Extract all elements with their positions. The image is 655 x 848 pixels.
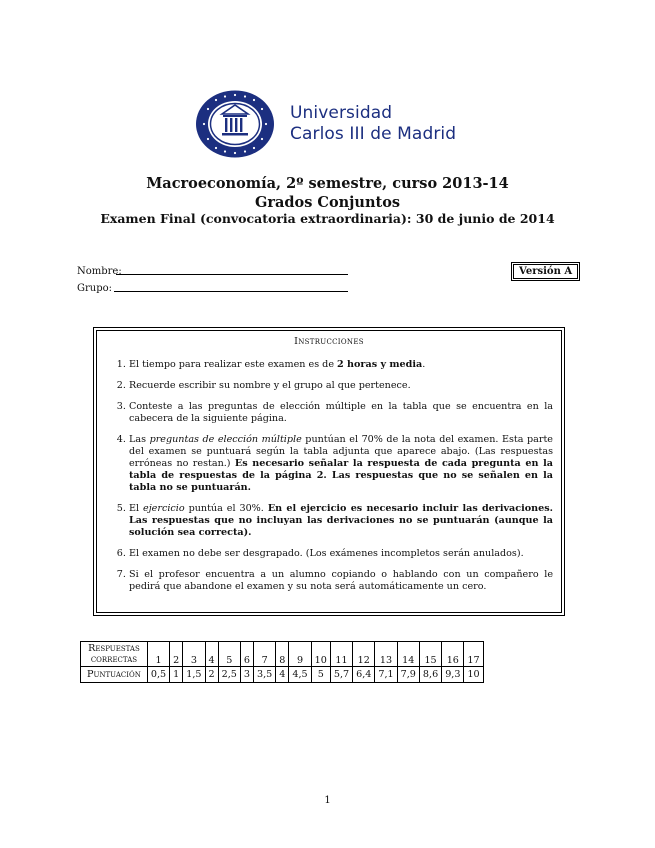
instruction-text: Recuerde escribir su nombre y el grupo al que pertenece. <box>129 380 411 391</box>
correct-count-cell: 3 <box>183 642 205 667</box>
name-label: Nombre: <box>77 266 122 277</box>
points-cell: 4,5 <box>289 667 311 683</box>
instruction-text: 2 horas y media <box>337 359 423 370</box>
points-cell: 1,5 <box>183 667 205 683</box>
points-cell: 1 <box>170 667 183 683</box>
points-cell: 0,5 <box>147 667 169 683</box>
instruction-text: El <box>129 503 144 514</box>
correct-count-cell: 1 <box>147 642 169 667</box>
instruction-text: El examen no debe ser desgrapado. (Los exámenes incompletos serán anulados). <box>129 548 524 559</box>
instruction-item <box>129 548 553 560</box>
instruction-text: En el ejercicio es necesario incluir las derivaciones. Las respuestas que no incluyan las derivaciones no se puntuarán (aunque la solución sea correcta). <box>129 503 553 538</box>
instruction-item <box>129 569 553 593</box>
correct-count-cell: 11 <box>330 642 352 667</box>
correct-count-cell: 8 <box>276 642 289 667</box>
points-cell: 9,3 <box>442 667 464 683</box>
instruction-text: ejercicio <box>143 503 185 514</box>
points-cell: 2,5 <box>218 667 240 683</box>
points-cell: 4 <box>276 667 289 683</box>
score-table <box>80 641 484 683</box>
correct-count-cell: 10 <box>311 642 330 667</box>
instruction-item <box>129 503 553 539</box>
instruction-text: Las <box>129 434 150 445</box>
points-cell: 5,7 <box>330 667 352 683</box>
correct-count-cell: 6 <box>240 642 253 667</box>
university-seal-logo <box>194 89 276 159</box>
university-name-line2: Carlos III de Madrid <box>290 124 457 144</box>
correct-count-cell: 16 <box>442 642 464 667</box>
points-cell: 7,1 <box>375 667 397 683</box>
points-cell: 3,5 <box>254 667 276 683</box>
version-label: Versión A <box>513 264 578 279</box>
correct-count-cell: 9 <box>289 642 311 667</box>
correct-count-cell: 12 <box>353 642 375 667</box>
instruction-text: preguntas de elección múltiple <box>149 434 302 445</box>
correct-answers-header <box>81 642 148 667</box>
group-line[interactable] <box>114 291 348 292</box>
points-cell: 10 <box>464 667 483 683</box>
degree-title: Grados Conjuntos <box>254 194 401 211</box>
points-cell: 7,9 <box>397 667 419 683</box>
points-cell: 8,6 <box>419 667 441 683</box>
instruction-text: puntúan el 70% de la nota del examen. Esta parte del examen se puntuará según la tabla adjunta que aparece abajo. (Las respuestas erróneas no restan.) <box>129 434 553 469</box>
instruction-text: Si el profesor encuentra a un alumno copiando o hablando con un compañero le pedirá que abandone el examen y su nota será automáticamente un cero. <box>129 569 553 592</box>
version-box <box>511 262 580 281</box>
instructions-title: Instrucciones <box>294 336 364 347</box>
group-label: Grupo: <box>77 283 112 294</box>
exam-title: Examen Final (convocatoria extraordinaria): 30 de junio de 2014 <box>100 211 555 226</box>
name-field <box>77 266 122 277</box>
correct-answers-header-line2: correctas <box>90 654 138 665</box>
instructions-box <box>93 327 565 616</box>
correct-count-cell: 15 <box>419 642 441 667</box>
instructions-list <box>113 359 553 602</box>
points-row <box>81 667 484 683</box>
university-name <box>290 103 456 145</box>
points-cell: 6,4 <box>353 667 375 683</box>
university-name-line1: Universidad <box>290 103 393 123</box>
instruction-item <box>129 434 553 494</box>
instruction-item <box>129 380 553 392</box>
correct-count-cell: 5 <box>218 642 240 667</box>
correct-count-cell: 7 <box>254 642 276 667</box>
correct-answers-row <box>81 642 484 667</box>
points-cell: 2 <box>205 667 218 683</box>
instruction-text: Conteste a las preguntas de elección múltiple en la tabla que se encuentra en la cabecera de la siguiente página. <box>129 401 553 424</box>
correct-count-cell: 2 <box>170 642 183 667</box>
correct-count-cell: 4 <box>205 642 218 667</box>
correct-count-cell: 17 <box>464 642 483 667</box>
name-line[interactable] <box>116 274 348 275</box>
instruction-item <box>129 401 553 425</box>
instruction-text: El tiempo para realizar este examen es de <box>129 359 338 370</box>
instruction-text: . <box>422 359 426 370</box>
points-cell: 3 <box>240 667 253 683</box>
points-cell: 5 <box>311 667 330 683</box>
correct-count-cell: 14 <box>397 642 419 667</box>
points-header: Puntuación <box>81 667 148 683</box>
course-title: Macroeconomía, 2º semestre, curso 2013-14 <box>146 175 509 192</box>
group-field <box>77 283 112 294</box>
instruction-item <box>129 359 553 371</box>
correct-answers-header-line1: Respuestas <box>88 643 140 654</box>
instruction-text: puntúa el 30%. <box>184 503 268 514</box>
instruction-text: Es necesario señalar la respuesta de cada pregunta en la tabla de respuestas de la página 2. Las respuestas que no se señalen en la tabla no se puntuarán. <box>129 458 553 493</box>
page-number: 1 <box>324 795 331 806</box>
correct-count-cell: 13 <box>375 642 397 667</box>
